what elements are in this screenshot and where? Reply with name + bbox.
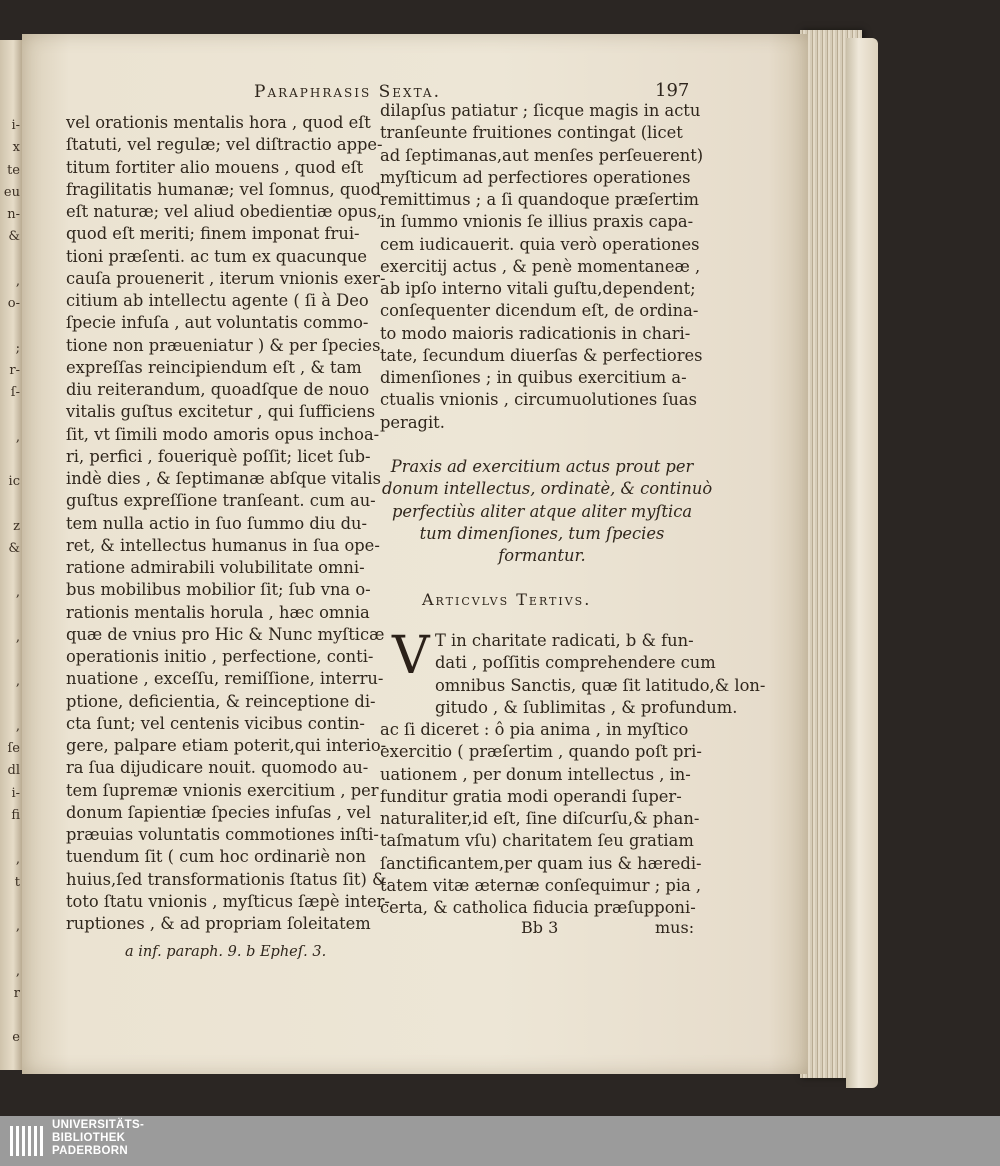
text-line: quod eſt meriti; finem imponat frui-: [66, 224, 360, 244]
page-number: 197: [655, 80, 690, 101]
footnote: a inf. paraph. 9. b Epheſ. 3.: [125, 944, 327, 960]
text-line: fragilitatis humanæ; vel ſomnus, quod: [66, 179, 381, 199]
left-page-edge: [0, 40, 22, 1070]
text-line: ſanctificantem,per quam ius & hæredi-: [380, 853, 702, 873]
text-line: ptione, deficientia, & reinceptione di-: [66, 691, 376, 711]
text-line: expreſſas reincipiendum eſt , & tam: [66, 357, 362, 377]
facing-page-fragment: ,: [15, 718, 20, 734]
library-logo-icon: [8, 1122, 46, 1160]
text-line: eſt naturæ; vel aliud obedientiæ opus,: [66, 202, 382, 221]
book-cover-edge: [846, 38, 878, 1088]
text-line: cem iudicauerit. quia verò operationes: [380, 234, 700, 254]
text-line: omnibus Sanctis, quæ ſit latitudo,& lon-: [435, 675, 766, 695]
text-line: huius,ſed transformationis ſtatus ſit) &: [66, 869, 387, 889]
text-line: titum fortiter alio mouens , quod eſt: [66, 157, 364, 177]
text-line: tatem vitæ æternæ conſequimur ; pia ,: [380, 875, 702, 895]
running-header: Paraphrasis Sexta.: [254, 82, 441, 102]
text-line: ctualis vnionis , circumuolutiones ſuas: [380, 390, 697, 410]
facing-page-fragment: r: [13, 985, 20, 1001]
summary-line: Praxis ad exercitium actus prout per: [390, 457, 694, 476]
catchword: mus:: [655, 918, 695, 937]
text-line: citium ab intellectu agente ( ſi à Deo: [66, 291, 369, 310]
text-line: vel orationis mentalis hora , quod eſt: [66, 113, 371, 132]
text-line: tioni præſenti. ac tum ex quacunque: [66, 246, 368, 266]
facing-page-fragment: ſ-: [10, 385, 20, 400]
text-line: naturaliter,id eſt, ſine diſcurſu,& phan-: [380, 809, 700, 828]
facing-page-fragment: ,: [15, 585, 20, 601]
summary-line: formantur.: [498, 546, 586, 565]
facing-page-fragment: fi: [11, 807, 20, 823]
text-line: taſmatum vſu) charitatem ſeu gratiam: [380, 831, 694, 851]
text-line: ra ſua dijudicare nouit. quomodo au-: [66, 758, 369, 778]
text-line: ſit, vt ſimili modo amoris opus inchoa-: [66, 424, 380, 444]
facing-page-fragment: t: [14, 874, 20, 890]
summary-line: tum dimenſiones, tum ſpecies: [419, 523, 665, 543]
text-line: ad ſeptimanas,aut menſes perſeuerent): [380, 145, 704, 165]
text-line: exercitio ( præſertim , quando poſt pri-: [380, 742, 702, 762]
text-line: tate, ſecundum diuerſas & perfectiores: [380, 345, 703, 365]
text-line: nuatione , exceſſu, remiſſione, interru-: [66, 669, 384, 689]
text-line: donum ſapientiæ ſpecies infuſas , vel: [66, 802, 371, 822]
facing-page-fragment: ,: [15, 963, 20, 979]
facing-page-fragment: ,: [15, 629, 20, 645]
text-line: to modo maioris radicationis in chari-: [380, 323, 691, 343]
text-line: remittimus ; a ſi quandoque præſertim: [380, 190, 699, 209]
library-name: [52, 1119, 144, 1158]
article-heading: Articvlvs Tertivs.: [422, 590, 592, 609]
text-line: tione non præueniatur ) & per ſpecies: [66, 335, 381, 355]
text-line: quæ de vnius pro Hic & Nunc myſticæ: [66, 624, 385, 644]
text-line: dati , poſſitis comprehendere cum: [435, 653, 716, 673]
facing-page-fragment: ,: [15, 919, 20, 934]
signature-mark: Bb 3: [521, 918, 559, 937]
text-line: ret, & intellectus humanus in ſua ope-: [66, 535, 380, 555]
text-line: tem nulla actio in ſuo ſummo diu du-: [66, 513, 368, 533]
facing-page-fragment: eu: [3, 184, 20, 200]
facing-page-fragment: o-: [7, 296, 20, 311]
text-line: myſticum ad perfectiores operationes: [380, 167, 691, 187]
facing-page-fragment: ic: [8, 474, 20, 489]
facing-page-fragment: ,: [15, 273, 20, 289]
text-line: indè dies , & ſeptimanæ abſque vitalis: [66, 469, 381, 488]
text-line: bus mobilibus mobilior ſit; ſub vna o-: [66, 580, 371, 600]
text-line: T in charitate radicati, b & fun-: [435, 631, 694, 650]
text-line: in ſummo vnionis ſe illius praxis capa-: [380, 212, 694, 232]
facing-page-fragment: ;: [15, 340, 20, 356]
text-line: cauſa prouenerit , iterum vnionis exer-: [66, 268, 386, 288]
summary-line: donum intellectus, ordinatè, & continuò: [382, 479, 713, 499]
text-line: ab ipſo interno vitali guſtu,dependent;: [380, 279, 696, 298]
chapter-summary: [382, 456, 713, 567]
text-line: tem ſupremæ vnionis exercitium , per: [66, 780, 379, 800]
text-line: dimenſiones ; in quibus exercitium a-: [380, 368, 687, 387]
text-line: ſtatuti, vel regulæ; vel diſtractio appe-: [66, 135, 383, 155]
right-column: [380, 100, 704, 434]
facing-page-fragment: ,: [15, 429, 20, 445]
text-line: uationem , per donum intellectus , in-: [380, 764, 691, 784]
text-line: dilapſus patiatur ; ſicque magis in actu: [380, 101, 701, 120]
text-line: ri, perfici , foueriquè poſſit; licet ſub-: [66, 446, 371, 466]
text-line: tranſeunte fruitiones contingat (licet: [380, 123, 683, 143]
library-name-line3: PADERBORN: [52, 1145, 128, 1157]
text-line: operationis initio , perfectione, conti-: [66, 647, 374, 666]
facing-page-fragment: i-: [11, 118, 20, 133]
text-line: tuendum ſit ( cum hoc ordinariè non: [66, 847, 366, 867]
text-line: gere, palpare etiam poterit,qui interio-: [66, 736, 387, 755]
text-line: exercitij actus , & penè momentaneæ ,: [380, 256, 701, 276]
text-line: diu reiterandum, quoadſque de nouo: [66, 380, 370, 399]
library-name-line2: BIBLIOTHEK: [52, 1132, 126, 1144]
text-line: certa, & catholica fiducia præſupponi-: [380, 898, 696, 917]
library-name-line1: UNIVERSITÄTS-: [52, 1119, 145, 1131]
text-line: guſtus expreſſione tranſeant. cum au-: [66, 491, 376, 511]
text-line: gitudo , & ſublimitas , & profundum.: [435, 697, 738, 717]
article-body: [380, 626, 766, 919]
facing-page-fragment: x: [12, 140, 20, 156]
facing-page-fragment: te: [7, 162, 20, 178]
facing-page-fragment: ſe: [7, 741, 20, 756]
facing-page-fragment: n-: [7, 207, 20, 222]
library-footer-bar: [0, 1116, 1000, 1166]
drop-capital: V: [392, 626, 430, 686]
facing-page-fragment: r-: [9, 362, 20, 378]
facing-page-fragment: &: [8, 540, 20, 556]
facing-page-fragment: i-: [11, 785, 20, 801]
text-line: præuias voluntatis commotiones inſti-: [66, 825, 379, 844]
facing-page-fragment: z: [13, 518, 20, 534]
text-line: vitalis guſtus excitetur , qui ſufficiens: [66, 402, 376, 422]
text-line: funditur gratia modi operandi ſuper-: [380, 786, 682, 806]
text-line: ratione admirabili volubilitate omni-: [66, 558, 365, 577]
text-line: toto ſtatu vnionis , myſticus ſæpè inter-: [66, 891, 390, 911]
facing-page-fragment: dl: [7, 763, 20, 779]
text-line: cta ſunt; vel centenis vicibus contin-: [66, 713, 365, 733]
text-line: peragit.: [380, 412, 445, 432]
summary-line: perfectiùs aliter atque aliter myſtica: [391, 501, 693, 521]
facing-page-fragment: e: [12, 1030, 20, 1046]
facing-page-fragment: &: [8, 229, 20, 245]
text-line: ſpecie infuſa , aut voluntatis commo-: [66, 313, 369, 333]
facing-page-fragment: ,: [15, 852, 20, 868]
text-line: ac ſi diceret : ô pia anima , in myſtico: [380, 720, 689, 739]
facing-page-fragment: ,: [15, 674, 20, 690]
text-line: ruptiones , & ad propriam ſoleitatem: [66, 914, 371, 933]
text-line: conſequenter dicendum eſt, de ordina-: [380, 301, 699, 321]
left-column: [66, 112, 390, 935]
text-line: rationis mentalis horula , hæc omnia: [66, 602, 370, 622]
